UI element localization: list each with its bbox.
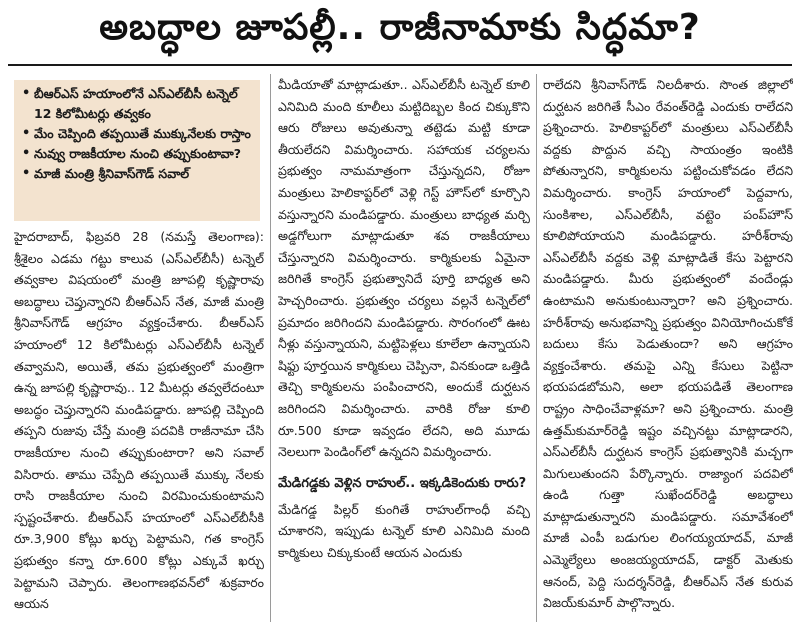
subheading: మేడిగడ్డకు వెళ్లిన రాహుల్.. ఇక్కడికెందుకు రారు?: [278, 475, 527, 491]
article-column-2: [278, 74, 530, 622]
highlight-item: • మాజీ మంత్రి శ్రీనివాస్‌గౌడ్ సవాల్: [20, 164, 254, 184]
article-column-1: [14, 226, 264, 621]
headline-rule: [8, 64, 792, 66]
column-divider-1: [270, 74, 271, 622]
highlights-box: [14, 80, 260, 221]
article-column-3: [543, 74, 793, 622]
highlight-item: • నువ్వు రాజకీయాల నుంచి తప్పుకుంటావా?: [20, 144, 254, 164]
article-paragraph: రాలేదని శ్రీనివాస్‌గౌడ్ నిలదీశారు. సొంత జిల్లాలో దుర్ఘటన జరిగితే సీఎం రేవంత్‌రెడ్డి ఎందుకు రాలేదని ప్రశ్నించారు. హెలికాప్టర్‌లో మంత్రులు ఎస్‌ఎల్‌బీసీ వద్దకు పొద్దున వచ్చి సాయంత్రం ఇంటికి పోతున్నారని, కార్మికులను పట్టించుకోవడం లేదని విమర్శించారు. కాంగ్రెస్ హయాంలో పెద్దవాగు, సుంకిశాల, ఎస్‌ఎల్‌బీసీ, వట్టెం పంప్‌హౌస్ కూలిపోయాయని మండిపడ్డారు. హరీశ్‌రావు ఎస్‌ఎల్‌బీసీ వద్దకు వెళ్లి మాట్లాడితే కేసు పెట్టారని మండిపడ్డారు. మీరు ప్రభుత్వంలో వందేండ్లు ఉంటామని అనుకుంటున్నారా? అని ప్రశ్నించారు. హరీశ్‌రావు అనుభవాన్ని ప్రభుత్వం వినియోగించుకోకే బదులు కేసు పెడుతుందా? అని ఆగ్రహం వ్యక్తంచేశారు. తమపై ఎన్ని కేసులు పెట్టినా భయపడబోమని, అలా భయపడితే తెలంగాణ రాష్ట్రం సాధించేవాళ్లమా? అని ప్రశ్నించారు. మంత్రి ఉత్తమ్‌కుమార్‌రెడ్డి ఇష్టం వచ్చినట్టు మాట్లాడారని, ఎస్‌ఎల్‌బీసీ దుర్ఘటన కాంగ్రెస్ ప్రభుత్వానికి మచ్చగా మిగులుతుందని పేర్కొన్నారు. రాజ్యాంగ పదవిలో ఉండి గుత్తా సుఖేందర్‌రెడ్డి అబద్ధాలు మాట్లాడుతున్నారని మండిపడ్డారు. సమావేశంలో మాజీ ఎంపీ బడుగుల లింగయ్యయాదవ్, మాజీ ఎమ్మెల్యేలు అంజయ్యయాదవ్, డాక్టర్ మెతుకు ఆనంద్, పెద్ది సుదర్శన్‌రెడ్డి, బీఆర్‌ఎస్ నేత కురువ విజయ్‌కుమార్ పాల్గొన్నారు.: [543, 77, 793, 611]
article-paragraph: హైదరాబాద్, ఫిబ్రవరి 28 (నమస్తే తెలంగాణ): శ్రీశైలం ఎడమ గట్టు కాలువ (ఎస్‌ఎల్‌బీసీ) టన్నెల్ తవ్వకాల విషయంలో మంత్రి జూపల్లి కృష్ణారావు అబద్ధాలు చెప్తున్నారని బీఆర్‌ఎస్ నేత, మాజీ మంత్రి శ్రీనివాస్‌గౌడ్ ఆగ్రహం వ్యక్తంచేశారు. బీఆర్‌ఎస్ హయాంలో 12 కిలోమీటర్లు ఎస్‌ఎల్‌బీసీ టన్నెల్ తవ్వామని, అయితే, తమ ప్రభుత్వంలో మంత్రిగా ఉన్న జూపల్లి కృష్ణారావు.. 12 మీటర్లు తవ్వలేదంటూ అబద్ధం చెప్తున్నారని మండిపడ్డారు. జూపల్లి చెప్పింది తప్పని రుజువు చేస్తే మంత్రి పదవికి రాజీనామా చేసి రాజకీయాల నుంచి తప్పుకుంటారా? అని సవాల్ విసిరారు. తాము చెప్పేది తప్పయితే ముక్కు నేలకు రాసి రాజకీయాల నుంచి విరమించుకుంటామని స్పష్టంచేశారు. బీఆర్‌ఎస్ హయాంలో ఎస్‌ఎల్‌బీసీకి రూ.3,900 కోట్లు ఖర్చు పెట్టామని, గత కాంగ్రెస్ ప్రభుత్వం కన్నా రూ.600 కోట్లు ఎక్కువే ఖర్చు పెట్టామని చెప్పారు. తెలంగాణభవన్‌లో శుక్రవారం ఆయన: [14, 229, 264, 612]
highlights-list: [20, 84, 254, 184]
column-divider-2: [536, 74, 537, 622]
highlight-item: • మేం చెప్పింది తప్పయితే ముక్కునేలకు రాస్తాం: [20, 124, 254, 144]
headline: అబద్ధాల జూపల్లీ.. రాజీనామాకు సిద్ధమా?: [99, 7, 701, 48]
article-paragraph: మీడియాతో మాట్లాడుతూ.. ఎస్‌ఎల్‌బీసీ టన్నెల్ కూలి ఎనిమిది మంది కూలీలు మట్టిదిబ్బల కింద చిక్కుకొని ఆరు రోజులు అవుతున్నా తట్టెడు మట్టి కూడా తీయలేదని విమర్శించారు. సహాయక చర్యలను ప్రభుత్వం నామమాత్రంగా చేస్తున్నదని, రోజూ మంత్రులు హెలికాప్టర్‌లో వెళ్లి గెస్ట్ హౌస్‌లో కూర్చొని వస్తున్నారని మండిపడ్డారు. మంత్రులు బాధ్యత మర్చి అడ్డగోలుగా మాట్లాడుతూ శవ రాజకీయాలు చేస్తున్నారని విమర్శించారు. కార్మికులకు ఏమైనా జరిగితే కాంగ్రెస్ ప్రభుత్వానిదే పూర్తి బాధ్యత అని హెచ్చరించారు. ప్రభుత్వం చర్యలు వల్లనే టన్నెల్‌లో ప్రమాదం జరిగిందని మండిపడ్డారు. సొరంగంలో ఊట నీళ్లు వస్తున్నాయని, మట్టిపెళ్లలు కూలేలా ఉన్నాయని షిఫ్టు పూర్తయిన కార్మికులు చెప్పినా, వినకుండా ఒత్తిడి తెచ్చి కార్మికులను పంపించారని, అందుకే దుర్ఘటన జరిగిందని విమర్శించారు. వారికి రోజు కూలి రూ.500 కూడా ఇవ్వడం లేదని, అది మూడు నెలలుగా పెండింగ్‌లో ఉన్నదని విమర్శించారు.: [278, 77, 530, 460]
highlight-item: • బీఆర్‌ఎస్ హయాంలోనే ఎస్‌ఎల్‌బీసీ టన్నెల్ 12 కిలోమీటర్లు తవ్వకం: [20, 84, 254, 124]
article-paragraph: మేడిగడ్డ పిల్లర్ కుంగితే రాహుల్‌గాంధీ వచ్చి చూశారని, ఇప్పుడు టన్నెల్ కూలి ఎనిమిది మంది కార్మికులు చిక్కుకుంటే ఆయన ఎందుకు: [278, 501, 530, 560]
